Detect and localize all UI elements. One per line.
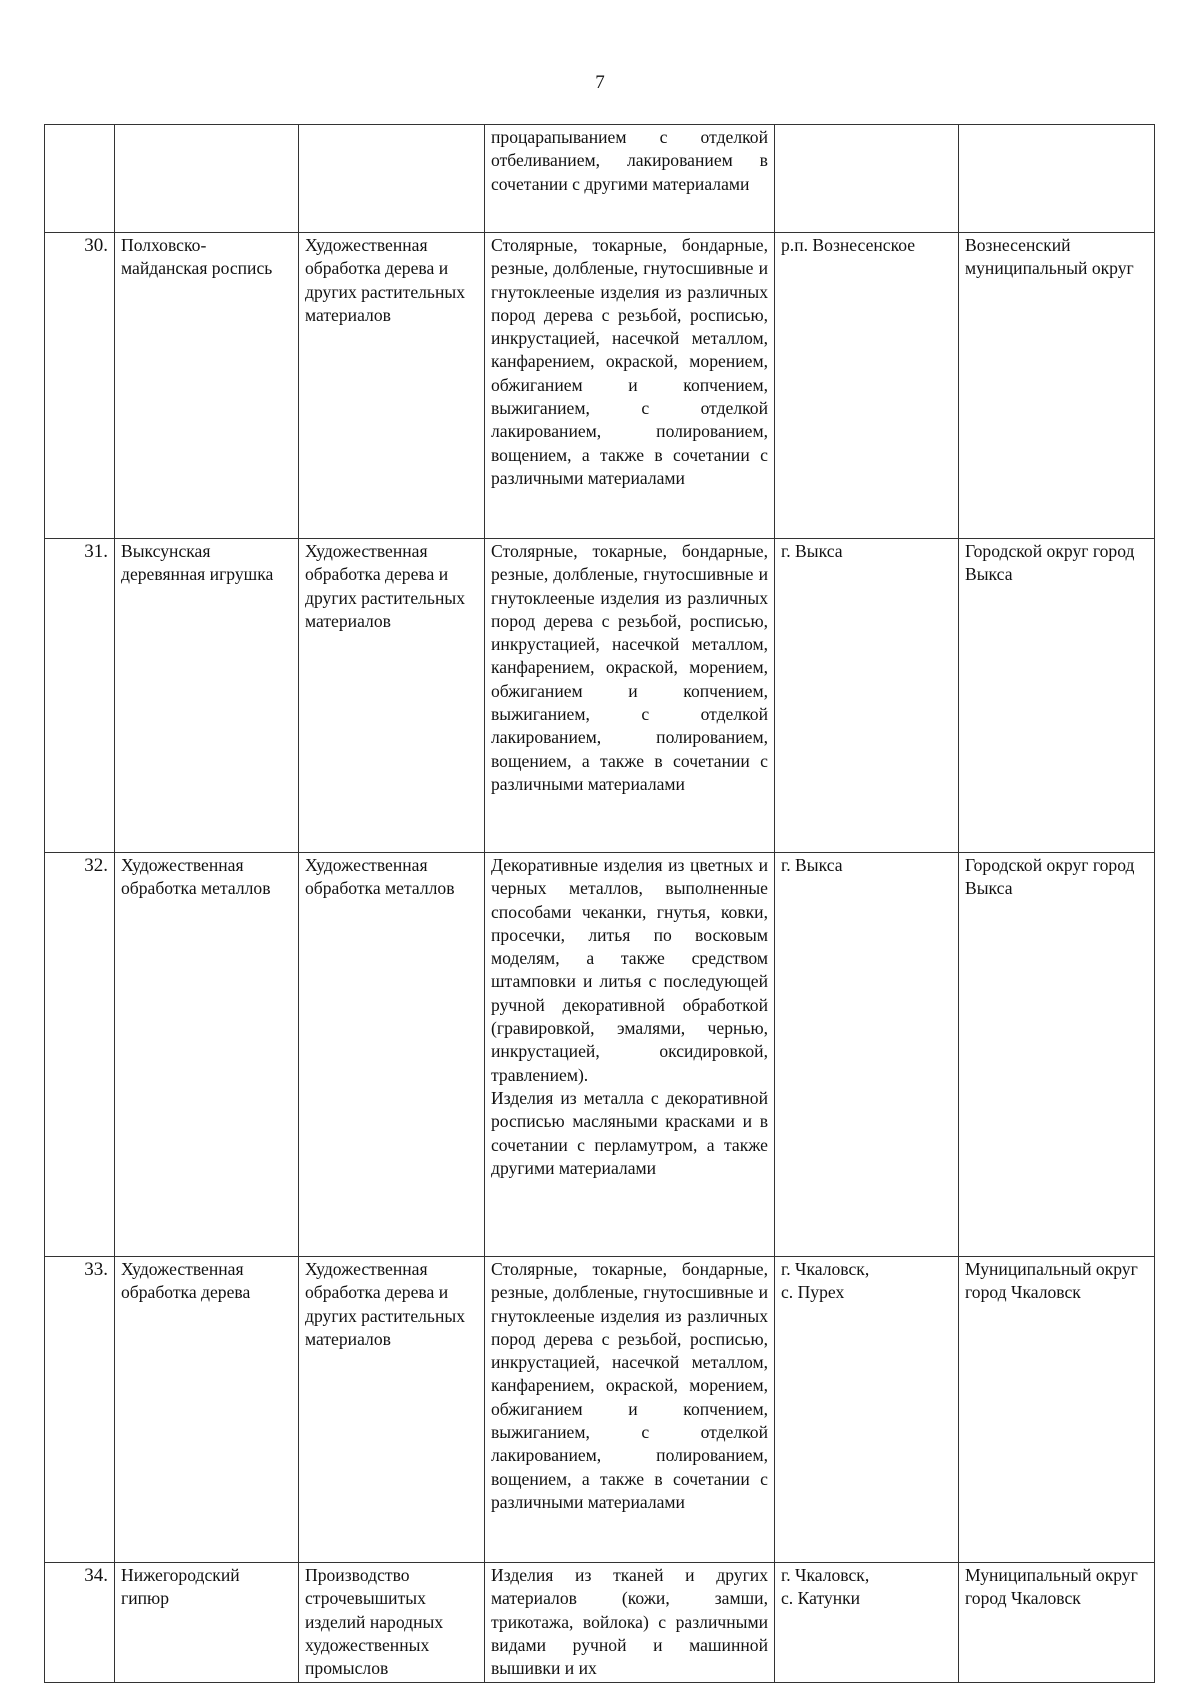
row-number: 32. <box>45 853 115 1257</box>
crafts-registry-table <box>44 124 1155 1683</box>
place-line: г. Выкса <box>781 855 843 875</box>
table-row <box>45 1563 1155 1683</box>
row-number <box>45 125 115 233</box>
row-number: 30. <box>45 233 115 539</box>
craft-kind: Художественная обработка металлов <box>299 853 485 1257</box>
place-of-existence <box>775 853 959 1257</box>
products-description <box>485 125 775 233</box>
products-paragraph: Столярные, токарные, бондарные, резные, долбленые, гнутосшивные и гнутоклееные изделия из различных пород дерева с резьбой, росписью, инкрустацией, насечкой металлом, канфарением, окраской, морением, обжиганием и копчением, выжиганием, с отделкой лакированием, полированием, вощением, а также в сочетании с различными материалами <box>491 541 768 794</box>
place-line: г. Чкаловск, <box>781 1259 870 1279</box>
place-of-existence <box>775 1257 959 1563</box>
craft-name: Выксунская деревянная игрушка <box>115 539 299 853</box>
place-line: с. Катунки <box>781 1588 861 1609</box>
products-description <box>485 1257 775 1563</box>
place-line: г. Чкаловск, <box>781 1565 870 1585</box>
products-description <box>485 1563 775 1683</box>
products-paragraph: Декоративные изделия из цветных и черных металлов, выполненные способами чеканки, гнутья, ковки, просечки, литья по восковым моделям, а также средством штамповки и литья с последующей ручной декоративной обработкой (гравировкой, эмалями, чернью, инкрустацией, оксидировкой, травлением). <box>491 855 768 1085</box>
municipal-district: Муниципальный округ город Чкаловск <box>959 1257 1155 1563</box>
products-description <box>485 853 775 1257</box>
craft-kind: Производство строчевышитых изделий народных художественных промыслов <box>299 1563 485 1683</box>
municipal-district: Вознесенский муниципальный округ <box>959 233 1155 539</box>
products-paragraph: Изделия из тканей и других материалов (кожи, замши, трикотажа, войлока) с различными видами ручной и машинной вышивки и их <box>491 1565 768 1679</box>
place-of-existence <box>775 539 959 853</box>
table-row <box>45 539 1155 853</box>
municipal-district: Муниципальный округ город Чкаловск <box>959 1563 1155 1683</box>
products-paragraph: Столярные, токарные, бондарные, резные, долбленые, гнутосшивные и гнутоклееные изделия из различных пород дерева с резьбой, росписью, инкрустацией, насечкой металлом, канфарением, окраской, морением, обжиганием и копчением, выжиганием, с отделкой лакированием, полированием, вощением, а также в сочетании с различными материалами <box>491 235 768 488</box>
craft-name: Нижегородский гипюр <box>115 1563 299 1683</box>
table-row <box>45 233 1155 539</box>
craft-name: Художественная обработка металлов <box>115 853 299 1257</box>
craft-kind <box>299 125 485 233</box>
place-of-existence <box>775 233 959 539</box>
craft-kind: Художественная обработка дерева и других растительных материалов <box>299 233 485 539</box>
products-paragraph: Изделия из металла с декоративной росписью масляными красками и в сочетании с перламутром, а также другими материалами <box>491 1087 768 1178</box>
craft-kind: Художественная обработка дерева и других растительных материалов <box>299 539 485 853</box>
row-number: 31. <box>45 539 115 853</box>
table-row <box>45 125 1155 233</box>
place-line: р.п. Вознесенское <box>781 235 916 255</box>
craft-kind: Художественная обработка дерева и других растительных материалов <box>299 1257 485 1563</box>
place-line: г. Выкса <box>781 541 843 561</box>
row-number: 34. <box>45 1563 115 1683</box>
products-paragraph: Столярные, токарные, бондарные, резные, долбленые, гнутосшивные и гнутоклееные изделия из различных пород дерева с резьбой, росписью, инкрустацией, насечкой металлом, канфарением, окраской, морением, обжиганием и копчением, выжиганием, с отделкой лакированием, полированием, вощением, а также в сочетании с различными материалами <box>491 1259 768 1512</box>
products-description <box>485 539 775 853</box>
municipal-district: Городской округ город Выкса <box>959 853 1155 1257</box>
place-line: с. Пурех <box>781 1282 845 1303</box>
craft-name: Полховско-майданская роспись <box>115 233 299 539</box>
place-of-existence <box>775 125 959 233</box>
table-row <box>45 1257 1155 1563</box>
products-description <box>485 233 775 539</box>
municipal-district: Городской округ город Выкса <box>959 539 1155 853</box>
row-number: 33. <box>45 1257 115 1563</box>
page-number: 7 <box>595 72 605 93</box>
table-row <box>45 853 1155 1257</box>
products-paragraph: процарапыванием с отделкой отбеливанием, лакированием в сочетании с другими материалами <box>491 127 768 194</box>
municipal-district <box>959 125 1155 233</box>
craft-name: Художественная обработка дерева <box>115 1257 299 1563</box>
place-of-existence <box>775 1563 959 1683</box>
craft-name <box>115 125 299 233</box>
